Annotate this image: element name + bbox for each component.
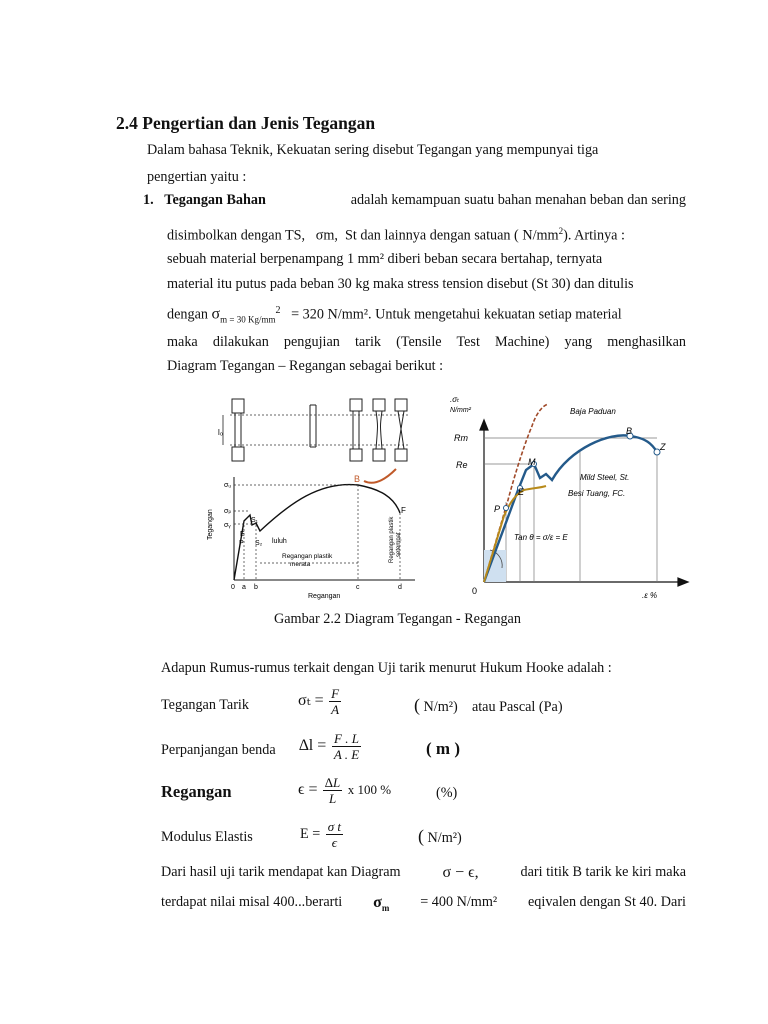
tick-a: a <box>242 584 246 591</box>
re-label: Re <box>456 460 468 470</box>
section-heading: 2.4 Pengertian dan Jenis Tegangan <box>116 113 376 133</box>
label-regangan-setempat: Regangan plastik <box>389 516 395 563</box>
x-axis-label-right: .ε % <box>642 591 658 600</box>
formula-perpanjangan-unit: ( m ) <box>426 739 460 758</box>
tick-b: b <box>254 584 258 591</box>
formula-perpanjangan: ∆l = $\frac{F . L}{A . E}$ <box>299 731 360 762</box>
formula-regangan-unit: (%) <box>436 785 458 801</box>
stress-strain-diagram-right <box>450 390 695 602</box>
item-number: 1. <box>143 192 154 208</box>
formula-tegangan-tarik-label: Tegangan Tarik <box>161 697 249 713</box>
formula-tegangan-tarik-unit: ( N/m²) atau Pascal (Pa) <box>414 695 563 715</box>
intro-line-2: pengertian yaitu : <box>147 169 247 185</box>
point-M: M <box>528 457 536 467</box>
point-P-right: P <box>494 504 501 514</box>
closing-line-1: Dari hasil uji tarik mendapat kan Diagram σ − ϵ, dari titik B tarik ke kiri maka <box>161 864 686 881</box>
point-P: P <box>239 540 244 547</box>
formula-modulus: E = $\frac{\text{σ t}}{\epsilon}$ <box>300 819 342 850</box>
baja-paduan-label: Baja Paduan <box>570 407 616 416</box>
formula-regangan: ϵ = $\frac{\Delta L}{L}$ x 100 % <box>298 775 392 806</box>
intro-line-1: Dalam bahasa Teknik, Kekuatan sering disebut Tegangan yang mempunyai tiga <box>147 142 599 158</box>
item-1-line-3: sebuah material berpenampang 1 mm² diberi beban secara bertahap, ternyata <box>167 251 603 267</box>
label-merata: merata <box>290 561 311 568</box>
label-setempat: setempat <box>396 532 402 557</box>
formula-modulus-label: Modulus Elastis <box>161 829 253 845</box>
point-S1: S₁ <box>251 517 259 524</box>
y-axis-label: Tegangan <box>207 509 214 540</box>
label-regangan-plastik: Regangan plastik <box>282 553 333 560</box>
mild-steel-label: Mild Steel, St. <box>580 473 630 482</box>
tick-c: c <box>356 584 360 591</box>
y-unit-n-mm2: N/mm² <box>450 407 471 414</box>
point-S2: S₂ <box>255 540 263 547</box>
point-B: B <box>354 474 361 484</box>
item-1-line-1 <box>143 192 686 209</box>
figure-caption: Gambar 2.2 Diagram Tegangan - Regangan <box>274 611 521 627</box>
sigma-p: σₚ <box>224 508 232 515</box>
closing-line-2: terdapat nilai misal 400...berarti $\sigma_m$ = 400 N/mm² eqivalen dengan St 40. Dari <box>161 894 686 913</box>
item-1-line-6: maka dilakukan pengujian tarik (Tensile Test Machine) yang menghasilkan <box>167 334 686 350</box>
gauge-length-label: l₀ <box>218 428 224 437</box>
point-B-right: B <box>626 426 633 436</box>
item-1-line-7: Diagram Tegangan – Regangan sebagai berikut : <box>167 358 444 374</box>
item-1-line-5: dengan $\sigma_{m = 30 Kg/mm}^2$ = 320 N/mm². Untuk mengetahui kekuatan setiap material <box>167 305 622 325</box>
tan-theta-formula: Tan θ = σ/ε = E <box>514 533 568 542</box>
stress-strain-diagram-left <box>200 385 425 600</box>
formula-perpanjangan-label: Perpanjangan benda <box>161 742 276 758</box>
point-F: F <box>401 506 406 515</box>
formula-tegangan-tarik: σₜ = $\frac{F}{A}$ <box>298 686 340 717</box>
tick-0: 0 <box>231 584 235 591</box>
tick-d: d <box>398 584 402 591</box>
item-term: Tegangan Bahan <box>164 192 266 208</box>
point-E-right: E <box>518 487 525 497</box>
origin-label: 0 <box>472 586 478 596</box>
sigma-u: σᵤ <box>224 482 231 489</box>
formula-modulus-unit: ( N/m²) <box>418 826 462 846</box>
sigma-y: σᵧ <box>224 522 231 529</box>
formula-regangan-label: Regangan <box>161 782 232 801</box>
besi-tuang-label: Besi Tuang, FC. <box>568 489 626 498</box>
point-Z: Z <box>660 442 666 452</box>
label-luluh: luluh <box>272 538 287 545</box>
y-unit-sigma: .σₜ <box>450 395 460 404</box>
item-1-line-1-rest: adalah kemampuan suatu bahan menahan beban dan sering <box>350 192 686 208</box>
x-axis-label: Regangan <box>308 593 341 600</box>
item-1-line-2: disimbolkan dengan TS, σm, St dan lainnya dengan satuan ( $N/mm^2$). Artinya : <box>167 226 625 244</box>
formulas-intro: Adapun Rumus-rumus terkait dengan Uji tarik menurut Hukum Hooke adalah : <box>161 660 612 676</box>
item-1-line-4: material itu putus pada beban 30 kg maka stress tension disebut (St 30) dan ditulis <box>167 276 634 292</box>
rm-label: Rm <box>454 433 468 443</box>
point-E: E <box>240 531 245 538</box>
